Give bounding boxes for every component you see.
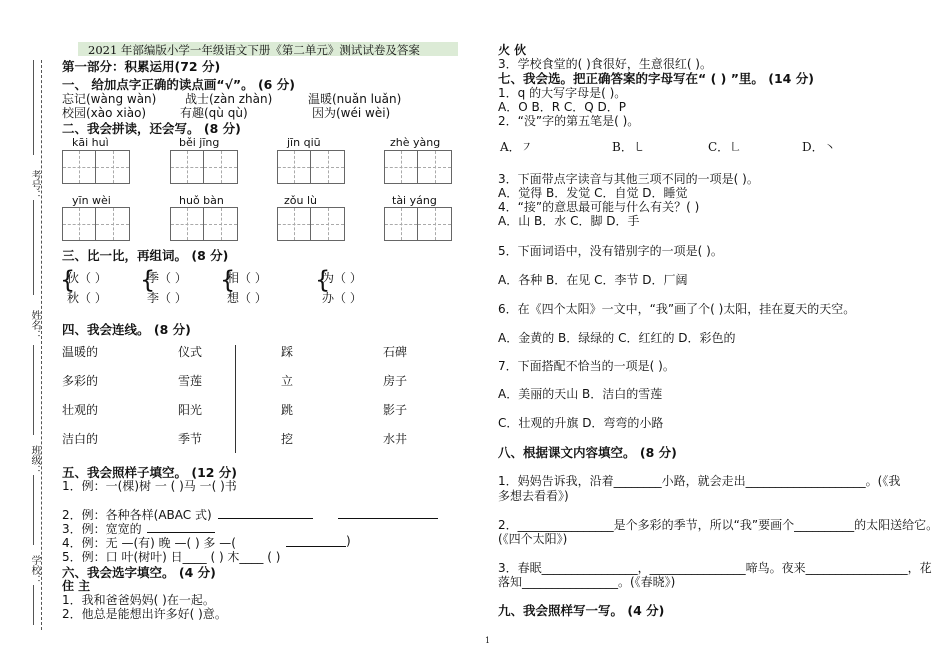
writing-grid[interactable]	[384, 150, 452, 184]
pinyin: zǒu lù	[284, 194, 317, 207]
page-number: 1	[485, 636, 491, 645]
compare-item: 季（ ）	[147, 271, 187, 285]
writing-grid[interactable]	[62, 207, 130, 241]
writing-grid[interactable]	[384, 207, 452, 241]
pinyin: yīn wèi	[72, 194, 111, 207]
q2-heading: 二、我会拼读，还会写。 (8 分)	[62, 121, 241, 136]
q7-question: 6．在《四个太阳》一文中，“我”画了个( )太阳，挂在夏天的天空。	[498, 302, 856, 316]
q8-line: (《四个太阳》)	[498, 532, 568, 546]
answer-blank[interactable]	[338, 507, 438, 519]
q6-heading: 六、我会选字填空。 (4 分)	[62, 565, 216, 580]
q7-options: A．金黄的 B．绿绿的 C．红红的 D．彩色的	[498, 331, 736, 345]
part1-heading: 第一部分：积累运用(72 分)	[62, 59, 221, 74]
q7-option: B．㇄	[612, 140, 645, 154]
q5-line: 1．例：一(棵)树 一 ( )马 一( )书	[62, 479, 237, 493]
match-item[interactable]: 壮观的	[62, 403, 99, 417]
q7-question: 1．q 的大写字母是( )。	[498, 86, 627, 100]
writing-grid[interactable]	[170, 207, 238, 241]
chars-pair: 火 伙	[498, 43, 527, 57]
page-title: 2021 年部编版小学一年级语文下册《第二单元》测试试卷及答案	[88, 43, 420, 57]
exam-number-label: 考号：	[29, 170, 40, 200]
q7-options: C．壮观的升旗 D．弯弯的小路	[498, 416, 664, 430]
q4-heading: 四、我会连线。 (8 分)	[62, 322, 191, 337]
q7-options: A．各种 B．在见 C．李节 D．厂阔	[498, 273, 688, 287]
answer-blank[interactable]	[218, 507, 313, 519]
brace: {	[220, 266, 236, 294]
q8-line: 3．春眠________________，________________啼鸟。夜来_________________，花	[498, 561, 932, 575]
match-item[interactable]: 阳光	[178, 403, 203, 417]
side-line	[33, 60, 34, 155]
match-item[interactable]: 影子	[383, 403, 408, 417]
q5-line: 3．例：宽宽的	[62, 522, 142, 536]
match-item[interactable]: 仪式	[178, 345, 203, 359]
brace: {	[315, 266, 331, 294]
q7-option: A．㇇	[500, 140, 533, 154]
q5-line: 2．例：各种各样(ABAC 式)	[62, 508, 212, 522]
q6-line: 3．学校食堂的( )食很好，生意很红( )。	[498, 57, 712, 71]
compare-item: 办（ ）	[322, 291, 362, 305]
compare-item: 相（ ）	[227, 271, 267, 285]
compare-item: 为（ ）	[322, 271, 362, 285]
pinyin: huǒ bàn	[179, 194, 224, 207]
q1-item: 有趣(qù qù)	[180, 106, 248, 120]
binding-line	[41, 60, 42, 630]
side-line	[33, 345, 34, 435]
name-label: 姓名：	[29, 310, 40, 340]
side-line	[33, 200, 34, 295]
q7-option: C．㇗	[708, 140, 742, 154]
q7-options: A．山 B．水 C．脚 D．手	[498, 214, 640, 228]
q6-line: 2．他总是能想出许多好( )意。	[62, 607, 227, 621]
writing-grid[interactable]	[277, 150, 345, 184]
compare-item: 想（ ）	[227, 291, 267, 305]
q5-line: 5．例：口 叶(树叶) 日____ ( ) 木____ ( )	[62, 550, 281, 564]
pinyin: běi jīng	[179, 136, 220, 149]
q5-line: 4．例：无 —(有) 晚 —( ) 多 —(	[62, 536, 236, 550]
match-item[interactable]: 石碑	[383, 345, 408, 359]
q3-heading: 三、比一比，再组词。 (8 分)	[62, 248, 229, 263]
q7-question: 2．“没”字的第五笔是( )。	[498, 114, 640, 128]
compare-item: 伙（ ）	[67, 271, 107, 285]
pinyin: tài yáng	[392, 194, 437, 207]
writing-grid[interactable]	[277, 207, 345, 241]
q7-question: 5．下面词语中，没有错别字的一项是( )。	[498, 244, 723, 258]
q8-line: 多想去看看》)	[498, 489, 569, 503]
match-item[interactable]: 洁白的	[62, 432, 99, 446]
q7-options: A．觉得 B．发觉 C．自觉 D．睡觉	[498, 186, 688, 200]
q8-line: 落知________________。(《春晓》)	[498, 575, 676, 589]
q1-heading: 一、 给加点字正确的读点画“√”。 (6 分)	[62, 77, 295, 92]
paren-close: )	[346, 534, 351, 548]
q7-question: 4．“接”的意思最可能与什么有关？( )	[498, 200, 700, 214]
q7-heading: 七、我会选。把正确答案的字母写在“ ( ) ”里。 (14 分)	[498, 71, 814, 86]
writing-grid[interactable]	[170, 150, 238, 184]
side-line	[33, 475, 34, 545]
compare-item: 李（ ）	[147, 291, 187, 305]
q6-line: 1．我和爸爸妈妈( )在一起。	[62, 593, 215, 607]
q7-question: 3．下面带点字读音与其他三项不同的一项是( )。	[498, 172, 759, 186]
q7-options: A．美丽的天山 B．洁白的雪莲	[498, 387, 663, 401]
q5-heading: 五、我会照样子填空。 (12 分)	[62, 465, 238, 480]
pinyin: jīn qiū	[287, 136, 321, 149]
q1-item: 校园(xào xiào)	[62, 106, 147, 120]
q9-heading: 九、我会照样写一写。 (4 分)	[498, 603, 665, 618]
q1-item: 因为(wéi wèi)	[312, 106, 391, 120]
pinyin: kāi huì	[72, 136, 109, 149]
q1-item: 战士(zàn zhàn)	[185, 92, 273, 106]
match-item[interactable]: 踩	[281, 345, 294, 359]
school-label: 学校：	[29, 555, 40, 585]
q1-item: 忘记(wàng wàn)	[62, 92, 157, 106]
match-item[interactable]: 立	[281, 374, 294, 388]
brace: {	[140, 266, 156, 294]
q8-heading: 八、根据课文内容填空。 (8 分)	[498, 445, 677, 460]
q1-item: 温暖(nuǎn luǎn)	[308, 92, 402, 106]
match-item[interactable]: 季节	[178, 432, 203, 446]
pinyin: zhè yàng	[390, 136, 441, 149]
q7-question: 7．下面搭配不恰当的一项是( )。	[498, 359, 675, 373]
writing-grid[interactable]	[62, 150, 130, 184]
class-label: 班级：	[29, 445, 40, 475]
match-item[interactable]: 房子	[383, 374, 408, 388]
compare-item: 秋（ ）	[67, 291, 107, 305]
match-item[interactable]: 温暖的	[62, 345, 99, 359]
q6-chars: 住 主	[62, 579, 91, 593]
q7-option: D．㇔	[802, 140, 836, 154]
match-item[interactable]: 挖	[281, 432, 294, 446]
answer-blank[interactable]	[147, 521, 215, 533]
match-item[interactable]: 跳	[281, 403, 294, 417]
side-line	[33, 585, 34, 625]
match-item[interactable]: 水井	[383, 432, 408, 446]
q7-options: A．O B．R C．Q D．P	[498, 100, 626, 114]
match-item[interactable]: 多彩的	[62, 374, 99, 388]
divider	[235, 345, 236, 453]
q8-line: 2．________________是个多彩的季节，所以“我”要画个__________的太阳送给它。	[498, 518, 939, 532]
answer-blank[interactable]	[286, 535, 346, 547]
brace: {	[60, 266, 76, 294]
match-item[interactable]: 雪莲	[178, 374, 203, 388]
q8-line: 1．妈妈告诉我，沿着________小路，就会走出____________________。(《我	[498, 474, 901, 488]
